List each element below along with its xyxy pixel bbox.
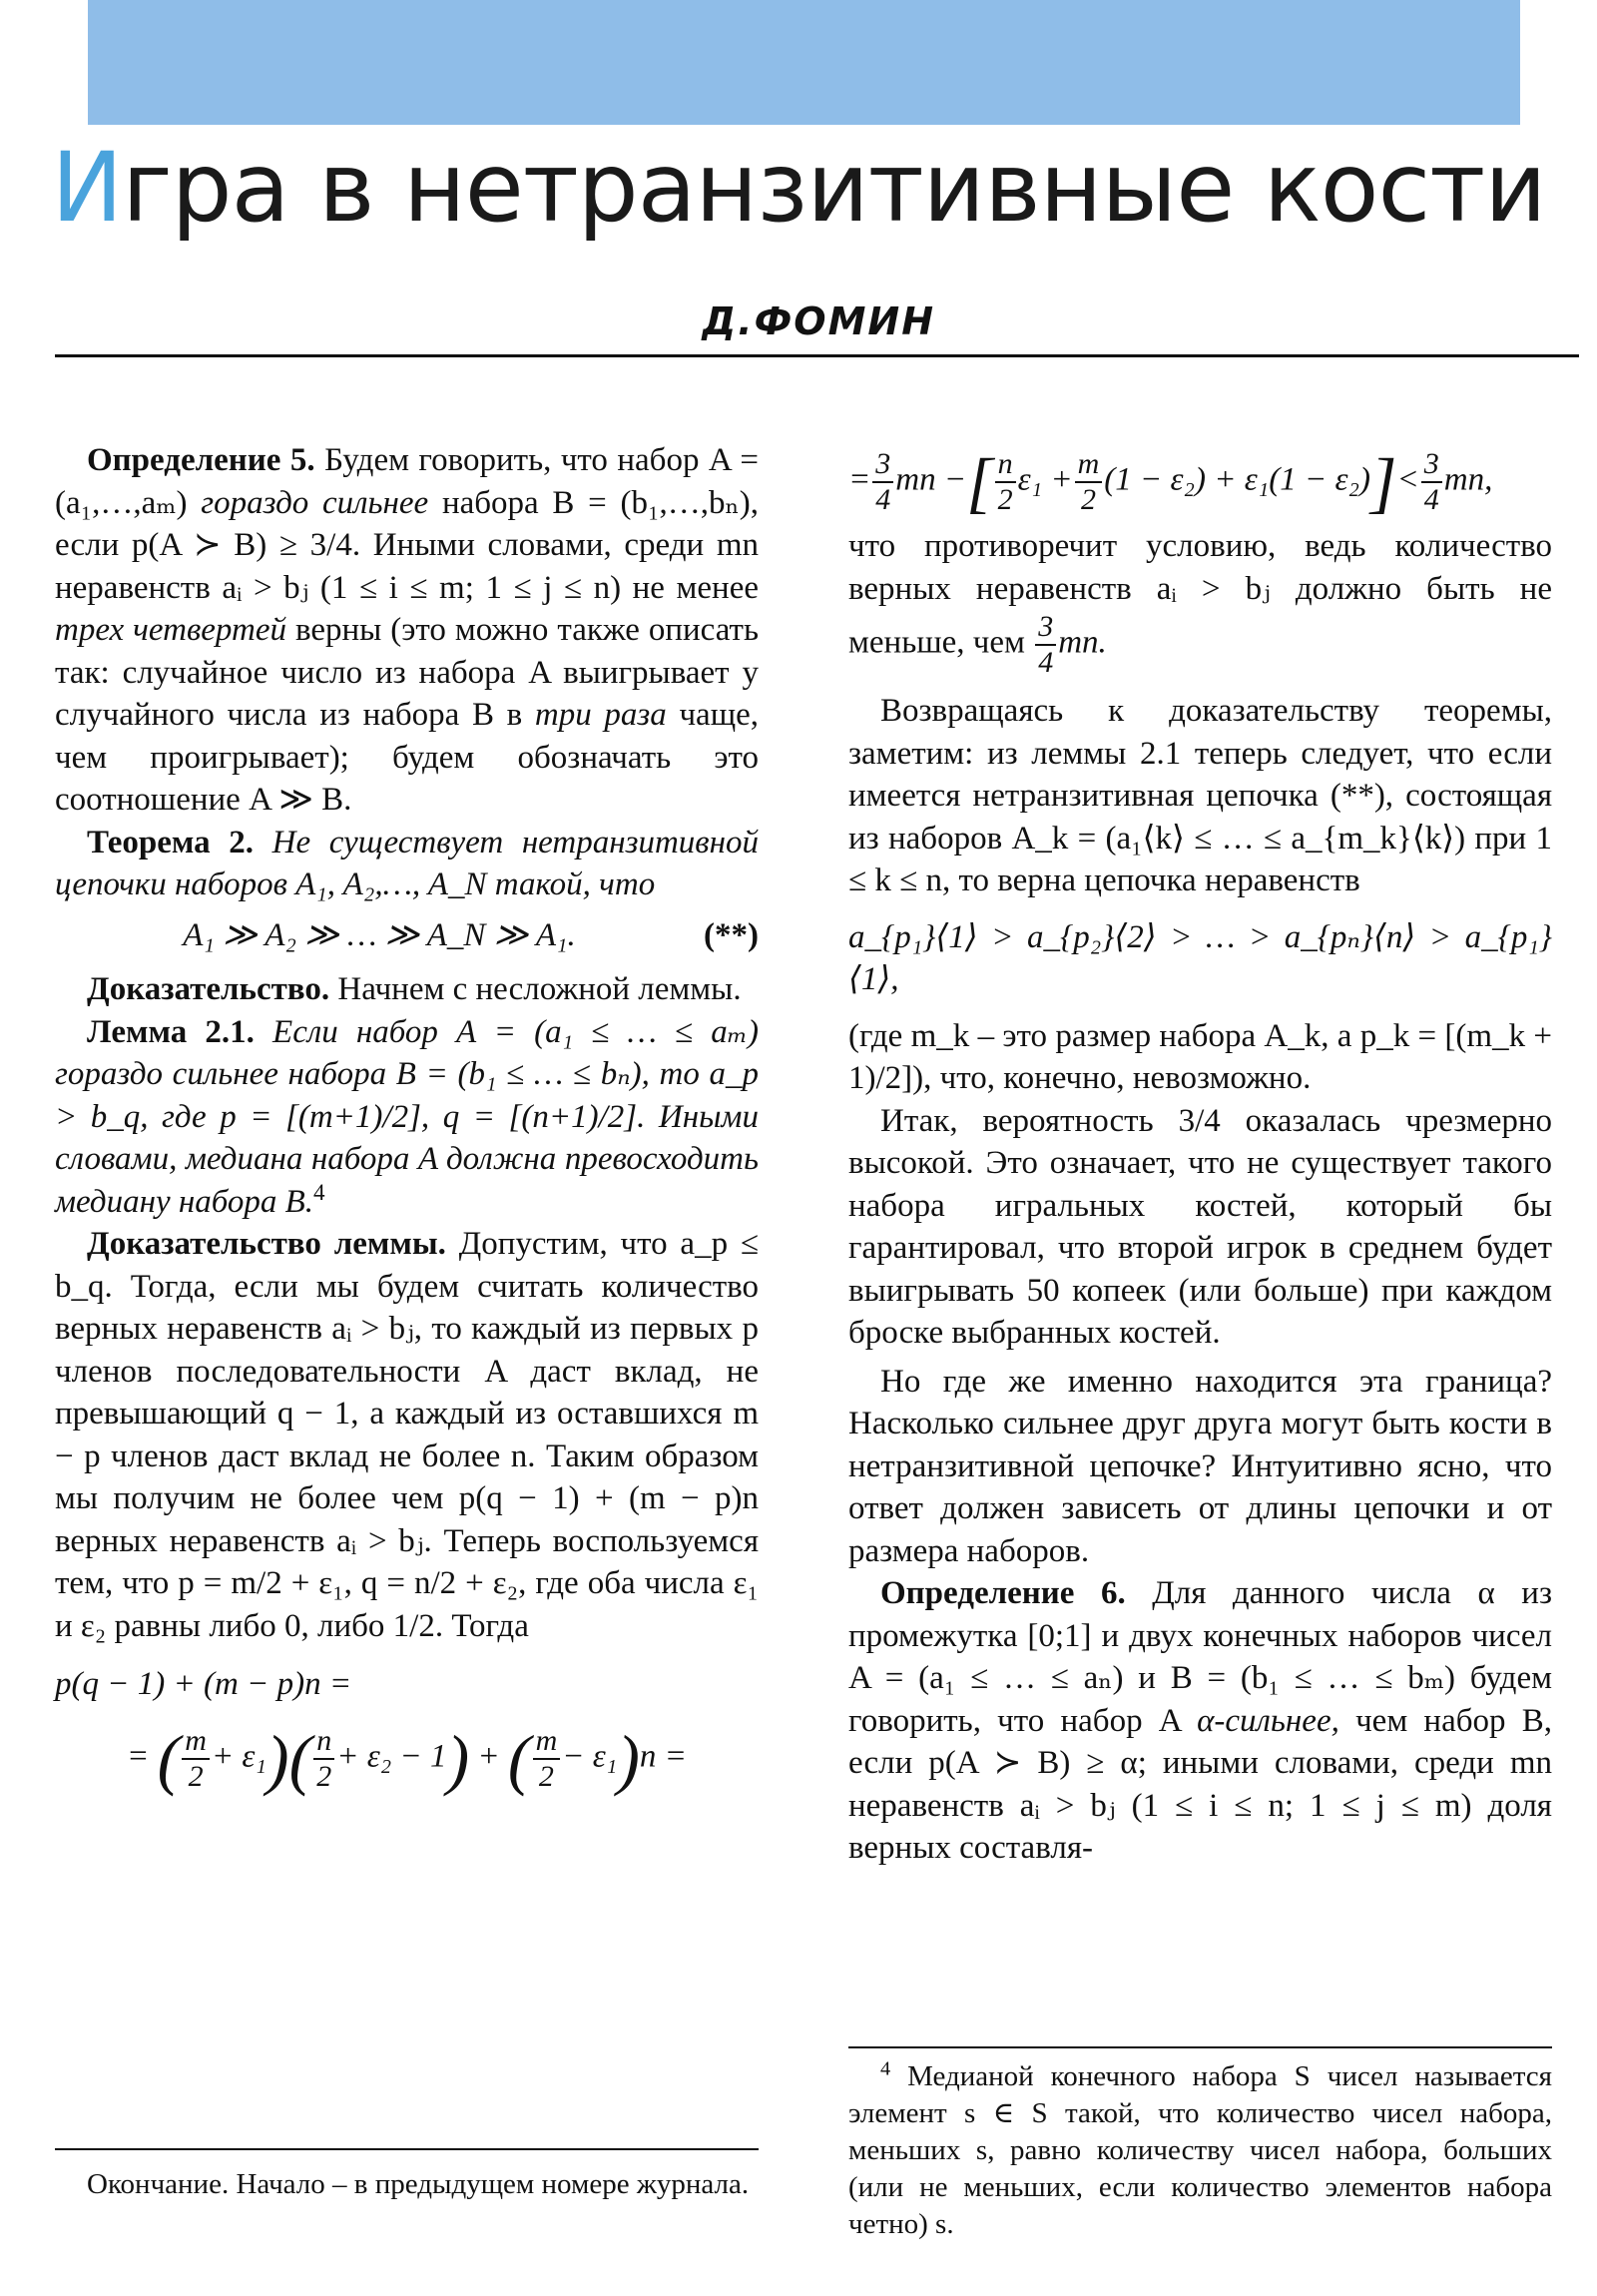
eq2-eps2: + ε₂ − 1: [336, 1738, 447, 1775]
def6-emph: α-сильнее,: [1197, 1702, 1339, 1739]
frac-m-over-2: $\frac{m}{2}$: [182, 1724, 210, 1794]
continuation-note: Окончание. Начало – в предыдущем номере журнала.: [87, 2168, 750, 2200]
eq2-minus-eps1: − ε₁: [562, 1738, 618, 1775]
chain-formula: A₁ ≫ A₂ ≫ … ≫ A_N ≫ A₁.: [183, 916, 576, 953]
theorem-2: [55, 822, 759, 906]
right-paragraph-3: (где m_k – это размер набора A_k, а p_k = [(m_k + 1)/2]), что, конечно, невозможно.: [848, 1017, 1552, 1096]
def6-text2: чем набор B, если p(A ≻ B) ≥ α; иными словами, среди mn неравенств aᵢ > bⱼ (1 ≤ i ≤ n; 1 ≤ j ≤ m) доля верных составля-: [848, 1702, 1553, 1866]
lemma-proof: [55, 1223, 759, 1647]
lproof-label: Доказательство леммы.: [87, 1226, 446, 1262]
left-footnote-rule: [55, 2148, 759, 2150]
left-column: [55, 439, 759, 1804]
title-initial: И: [51, 132, 123, 244]
eq2-tail: n =: [639, 1738, 687, 1775]
def5-emph3: три раза: [534, 697, 667, 733]
definition-6: [848, 1572, 1552, 1870]
right-paragraph-5: Но где же именно находится эта граница? Насколько сильнее друг друга могут быть кости в нетранзитивной цепочке? Интуитивно ясно, что ответ должен зависеть от длины цепочки и от размера наборов.: [848, 1363, 1552, 1569]
frac-m-over-2-r: $\frac{m}{2}$: [1075, 447, 1103, 517]
para1-text: что противоречит условию, ведь количество верных неравенств aᵢ > bⱼ должно быть не меньше, чем: [848, 528, 1552, 661]
header-color-bar: [88, 0, 1520, 125]
equation-1: p(q − 1) + (m − p)n =: [55, 1666, 352, 1702]
frac-3-over-4-b: $\frac{3}{4}$: [1421, 447, 1442, 517]
title-text: гра в нетранзитивные кости: [122, 132, 1546, 244]
right-paragraph-4: Итак, вероятность 3/4 оказалась чрезмерно высокой. Это означает, что не существует такого набора игральных костей, который бы гарантировал, что второй игрок в среднем будет выигрывать 50 копеек (или больше) при каждом броске выбранных костей.: [848, 1102, 1552, 1351]
chain-tag: (**): [704, 916, 759, 953]
chain-equation: [55, 914, 759, 957]
def6-label: Определение 6.: [880, 1575, 1126, 1611]
def5-label: Определение 5.: [87, 442, 315, 478]
lemma-footnote-mark: 4: [313, 1178, 325, 1205]
def5-text2: набора B = (b₁,…,bₙ), если p(A ≻ B) ≥ 3/4. Иными словами, среди mn неравенств aᵢ > bⱼ (1 ≤ i ≤ m; 1 ≤ j ≤ n) не менее: [55, 484, 759, 606]
lemma-label: Лемма 2.1.: [87, 1013, 255, 1050]
def5-emph1: гораздо сильнее: [201, 484, 429, 521]
equation-2: = ( $\frac{m}{2}$ + ε₁)( $\frac{n}{2}$ + ε₂ − 1) + ( $\frac{m}{2}$ − ε₁)n =: [127, 1720, 687, 1797]
frac-n-over-2-r: $\frac{n}{2}$: [995, 447, 1016, 517]
article-title: [0, 132, 1597, 244]
right-footnote-rule: [848, 2046, 1552, 2048]
thm2-text: Не существует нетранзитивной цепочки наборов A₁, A₂,…, A_N такой, что: [55, 824, 760, 902]
eq3-mn-end: mn,: [1443, 461, 1493, 498]
header-rule: [55, 354, 1579, 357]
frac-m-over-2b: $\frac{m}{2}$: [533, 1724, 561, 1794]
eq3-equals: =: [848, 461, 871, 498]
def5-text3: верны (это можно также описать так: случайное число из набора A выигрывает у случайного числа из набора B в: [55, 612, 759, 733]
def5-emph2: трех четвертей: [55, 612, 286, 648]
article-author: Д.ФОМИН: [702, 299, 935, 343]
chain-inequality: a_{p₁}⟨1⟩ > a_{p₂}⟨2⟩ > … > a_{pₙ}⟨n⟩ > a_{p₁}⟨1⟩,: [848, 918, 1552, 997]
equation-3: = $\frac{3}{4}$ mn −[ $\frac{n}{2}$ ε₁ + $\frac{m}{2}$ (1 − ε₂) + ε₁(1 − ε₂)]< $\frac{3}{4}$ mn,: [848, 444, 1493, 520]
proof-text: Начнем с несложной леммы.: [337, 971, 742, 1007]
lemma-text: Если набор A = (a₁ ≤ … ≤ aₘ) гораздо сильнее набора B = (b₁ ≤ … ≤ bₙ), то a_p > b_q, где p = [(m+1)/2], q = [(n+1)/2]. Иными словами, медиана набора A должна превосходить медиану набора B.: [55, 1013, 760, 1220]
para1-mn: mn.: [1058, 624, 1107, 661]
proof-label: Доказательство.: [87, 971, 330, 1007]
frac-3-over-4: $\frac{3}{4}$: [872, 447, 893, 517]
footnote-mark: 4: [880, 2057, 891, 2080]
eq3-eps1: ε₁ +: [1017, 461, 1073, 498]
def5-text4: чаще, чем проигрывает); будем обозначать это соотношение A ≫ B.: [55, 697, 760, 818]
eq3-rest: (1 − ε₂) + ε₁(1 − ε₂): [1104, 461, 1370, 498]
eq3-mn: mn −: [895, 461, 967, 498]
definition-5: [55, 439, 759, 822]
lproof-text: Допустим, что a_p ≤ b_q. Тогда, если мы будем считать количество верных неравенств aᵢ > bⱼ, то каждый из первых p членов последовательности A даст вклад, не превышающий q − 1, а каждый из оставшихся m − p членов даст вклад не более n. Таким образом мы получим не более чем p(q − 1) + (m − p)n верных неравенств aᵢ > bⱼ. Теперь воспользуемся тем, что p = m/2 + ε₁, q = n/2 + ε₂, где оба числа ε₁ и ε₂ равны либо 0, либо 1/2. Тогда: [55, 1226, 760, 1644]
right-paragraph-2: Возвращаясь к доказательству теоремы, заметим: из леммы 2.1 теперь следует, что если имеется нетранзитивная цепочка (**), состоящая из наборов A_k = (a₁⟨k⟩ ≤ … ≤ a_{m_k}⟨k⟩) при 1 ≤ k ≤ n, то верна цепочка неравенств: [848, 693, 1552, 898]
footnote-4: [848, 2058, 1552, 2243]
frac-3-over-4-c: $\frac{3}{4}$: [1035, 610, 1056, 680]
eq3-less: <: [1396, 461, 1419, 498]
eq2-plus: +: [477, 1738, 500, 1775]
def6-text1: Для данного числа α из промежутка [0;1] и двух конечных наборов чисел A = (a₁ ≤ … ≤ aₙ) и B = (b₁ ≤ … ≤ bₘ) будем говорить, что набор A: [848, 1575, 1552, 1739]
footnote-text: Медианой конечного набора S чисел называется элемент s ∈ S такой, что количество чисел набора, меньших s, равно количеству чисел набора, больших (или не меньших, если количество элементов набора четно) s.: [848, 2060, 1552, 2240]
frac-n-over-2: $\frac{n}{2}$: [313, 1724, 334, 1794]
lemma-2-1: [55, 1011, 759, 1224]
eq2-equals: =: [127, 1738, 150, 1775]
def5-text1: Будем говорить, что набор A = (a₁,…,aₘ): [55, 442, 760, 521]
eq2-eps1: + ε₁: [211, 1738, 266, 1775]
proof-intro: [55, 968, 759, 1011]
right-paragraph-1: [848, 525, 1552, 680]
right-column: [848, 444, 1553, 1870]
thm2-label: Теорема 2.: [87, 824, 255, 861]
